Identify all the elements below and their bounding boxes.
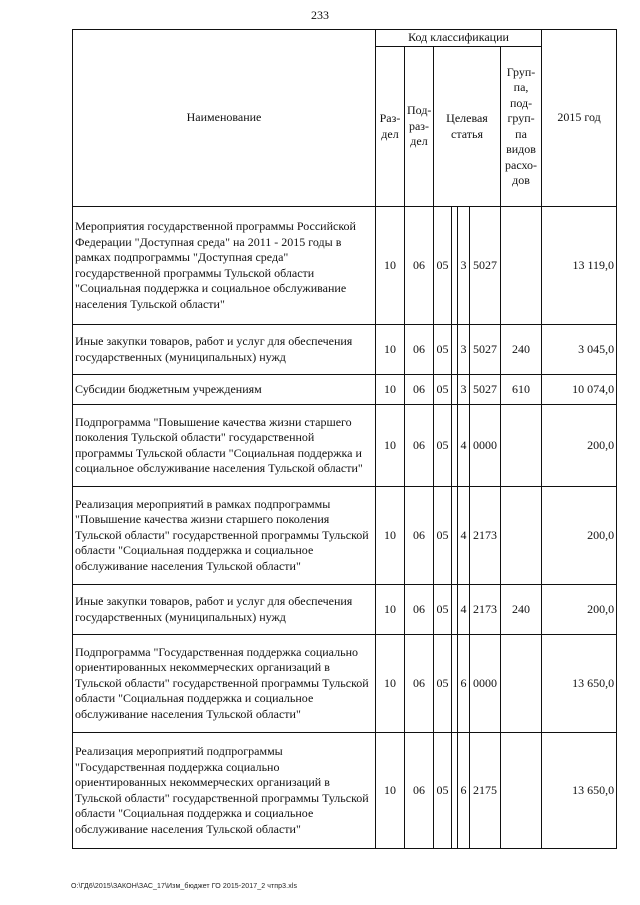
table-row <box>73 325 617 375</box>
row-name: Реализация мероприятий подпрограммы "Государственная поддержка социально ориентированных некоммерческих организаций в Тульской области" государственной программы Тульской области "Социальная поддержка и социальное обслуживание населения Тульской области" <box>73 733 376 849</box>
row-name: Мероприятия государственной программы Российской Федерации "Доступная среда" на 2011 - 2015 годы в рамках подпрограммы "Доступная среда" государственной программы Тульской области "Социальная поддержка и социальное обслуживание населения Тульской области" <box>73 207 376 325</box>
target-part3-cell: 6 <box>458 733 470 849</box>
razdel-cell: 10 <box>376 487 405 585</box>
file-path-footer: O:\ГД6\2015\ЗАКОН\ЗАС_17\Изм_бюджет ГО 2015-2017_2 чтпр3.xls <box>71 883 298 890</box>
target-part3-cell: 4 <box>458 487 470 585</box>
header-row <box>73 30 617 47</box>
target-part3-cell: 4 <box>458 585 470 635</box>
razdel-cell: 10 <box>376 325 405 375</box>
target-part1-cell: 05 <box>434 585 452 635</box>
razdel-cell: 10 <box>376 635 405 733</box>
expense-group-header: Груп- па, под- груп- па видов расхо- дов <box>501 47 542 207</box>
target-part3-cell: 3 <box>458 207 470 325</box>
target-part1-cell: 05 <box>434 487 452 585</box>
amount-cell: 13 119,0 <box>542 207 617 325</box>
row-name: Субсидии бюджетным учреждениям <box>73 375 376 405</box>
table-row <box>73 585 617 635</box>
razdel-header: Раз- дел <box>376 47 405 207</box>
podrazdel-cell: 06 <box>405 635 434 733</box>
name-header: Наименование <box>73 30 376 207</box>
expense-group-cell: 240 <box>501 585 542 635</box>
expense-group-cell <box>501 405 542 487</box>
target-article-header: Целевая статья <box>434 47 501 207</box>
target-part3-cell: 3 <box>458 375 470 405</box>
table-row <box>73 405 617 487</box>
podrazdel-cell: 06 <box>405 487 434 585</box>
amount-cell: 200,0 <box>542 487 617 585</box>
target-part4-cell: 5027 <box>470 375 501 405</box>
podrazdel-cell: 06 <box>405 733 434 849</box>
target-part1-cell: 05 <box>434 375 452 405</box>
amount-cell: 13 650,0 <box>542 733 617 849</box>
target-part3-cell: 4 <box>458 405 470 487</box>
target-part4-cell: 5027 <box>470 325 501 375</box>
target-part4-cell: 2175 <box>470 733 501 849</box>
amount-cell: 200,0 <box>542 585 617 635</box>
table-row <box>73 375 617 405</box>
row-name: Иные закупки товаров, работ и услуг для обеспечения государственных (муниципальных) нужд <box>73 585 376 635</box>
target-part1-cell: 05 <box>434 733 452 849</box>
expense-group-cell <box>501 207 542 325</box>
target-part4-cell: 5027 <box>470 207 501 325</box>
razdel-cell: 10 <box>376 207 405 325</box>
target-part4-cell: 2173 <box>470 585 501 635</box>
expense-group-cell: 610 <box>501 375 542 405</box>
expense-group-cell: 240 <box>501 325 542 375</box>
podrazdel-cell: 06 <box>405 325 434 375</box>
row-name: Реализация мероприятий в рамках подпрограммы "Повышение качества жизни старшего поколения Тульской области" государственной программы Тульской области "Социальная поддержка и социальное обслуживание населения Тульской области" <box>73 487 376 585</box>
amount-cell: 10 074,0 <box>542 375 617 405</box>
amount-cell: 3 045,0 <box>542 325 617 375</box>
target-part1-cell: 05 <box>434 325 452 375</box>
row-name: Подпрограмма "Повышение качества жизни старшего поколения Тульской области" государственной программы Тульской области "Социальная поддержка и социальное обслуживание населения Тульской области" <box>73 405 376 487</box>
target-part1-cell: 05 <box>434 207 452 325</box>
podrazdel-header: Под- раз- дел <box>405 47 434 207</box>
table-row <box>73 733 617 849</box>
podrazdel-cell: 06 <box>405 585 434 635</box>
table-row <box>73 487 617 585</box>
razdel-cell: 10 <box>376 585 405 635</box>
razdel-cell: 10 <box>376 405 405 487</box>
year-header: 2015 год <box>542 30 617 207</box>
budget-table <box>72 29 617 849</box>
row-name: Иные закупки товаров, работ и услуг для обеспечения государственных (муниципальных) нужд <box>73 325 376 375</box>
table-row <box>73 207 617 325</box>
target-part3-cell: 3 <box>458 325 470 375</box>
table-row <box>73 635 617 733</box>
target-part4-cell: 0000 <box>470 405 501 487</box>
razdel-cell: 10 <box>376 375 405 405</box>
podrazdel-cell: 06 <box>405 375 434 405</box>
target-part4-cell: 0000 <box>470 635 501 733</box>
expense-group-cell <box>501 487 542 585</box>
amount-cell: 13 650,0 <box>542 635 617 733</box>
target-part1-cell: 05 <box>434 635 452 733</box>
podrazdel-cell: 06 <box>405 207 434 325</box>
amount-cell: 200,0 <box>542 405 617 487</box>
row-name: Подпрограмма "Государственная поддержка социально ориентированных некоммерческих организаций в Тульской области" государственной программы Тульской области "Социальная поддержка и социальное обслуживание населения Тульской области" <box>73 635 376 733</box>
expense-group-cell <box>501 733 542 849</box>
target-part3-cell: 6 <box>458 635 470 733</box>
page-number: 233 <box>311 8 329 22</box>
expense-group-cell <box>501 635 542 733</box>
target-part1-cell: 05 <box>434 405 452 487</box>
classification-header: Код классификации <box>376 30 542 47</box>
podrazdel-cell: 06 <box>405 405 434 487</box>
target-part4-cell: 2173 <box>470 487 501 585</box>
razdel-cell: 10 <box>376 733 405 849</box>
